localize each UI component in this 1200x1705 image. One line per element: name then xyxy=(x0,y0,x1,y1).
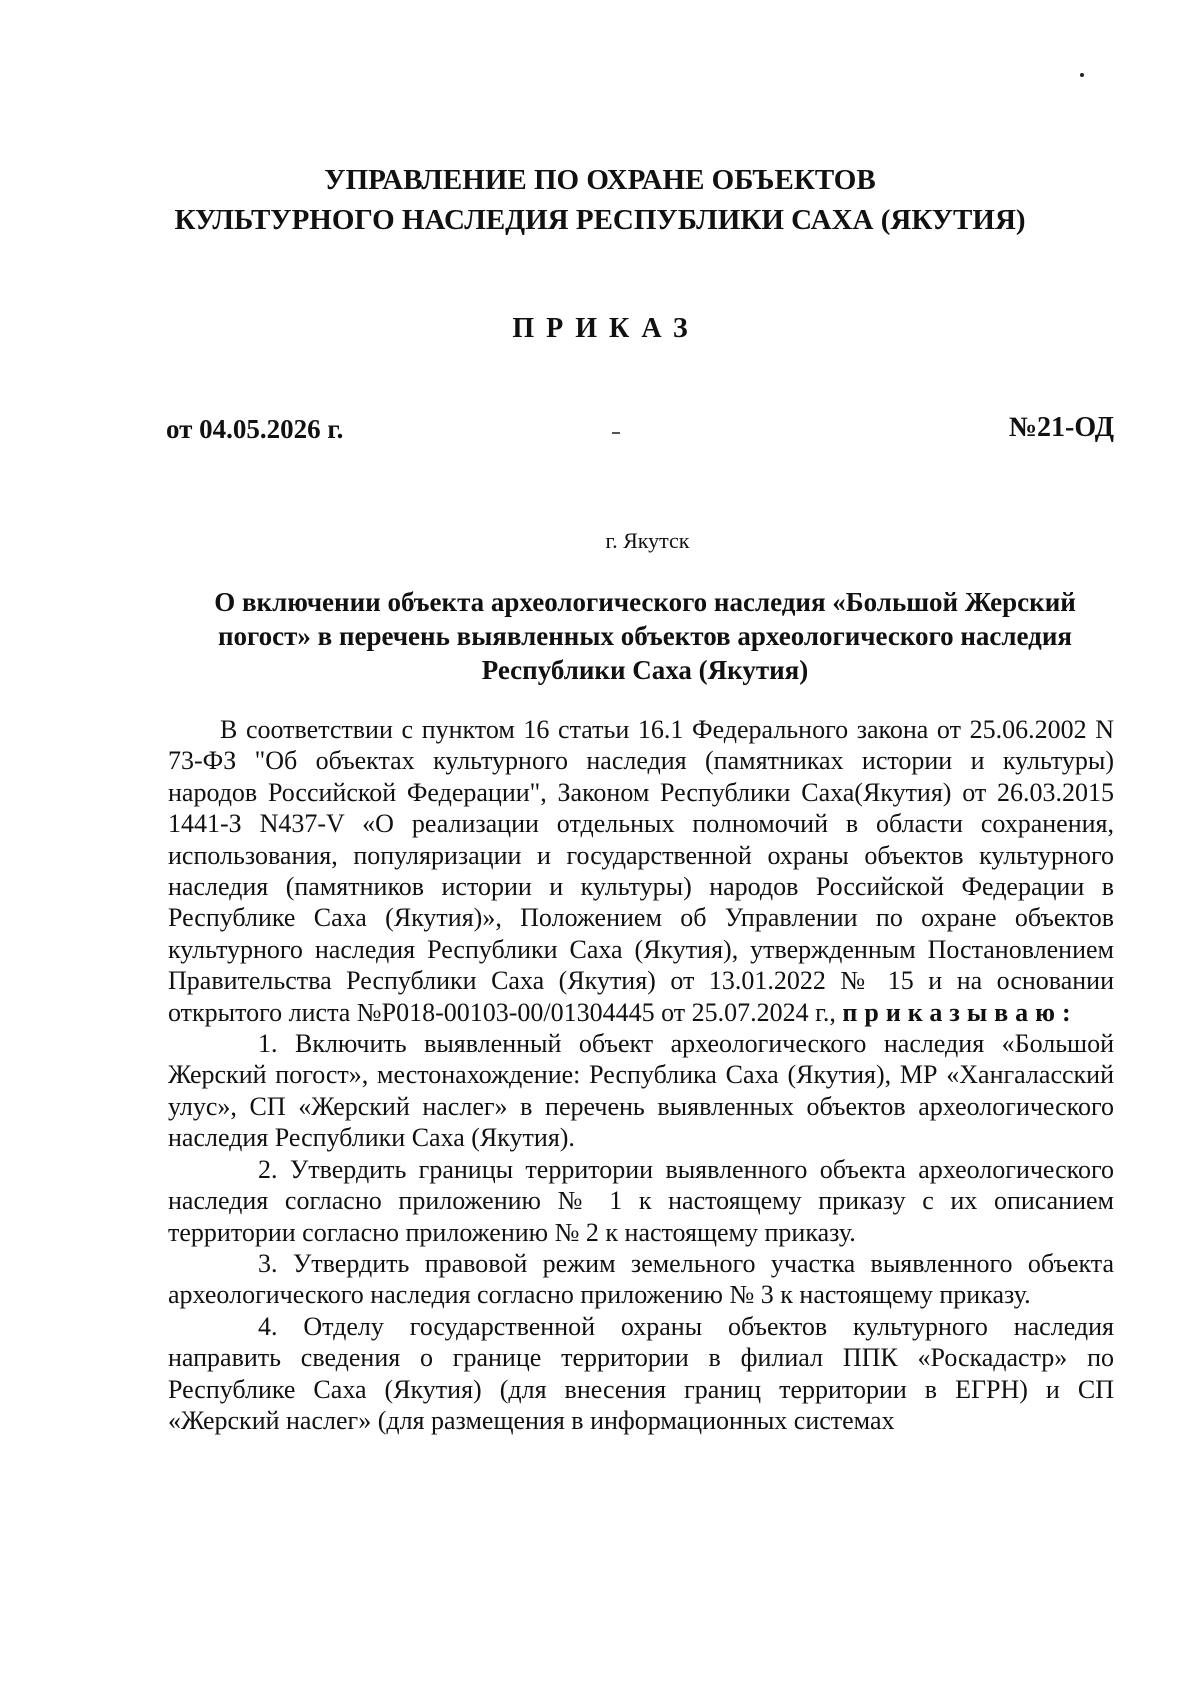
document-title: ПРИКАЗ xyxy=(512,313,700,344)
order-item-2: 2. Утвердить границы территории выявленного объекта археологического наследия согласно приложению № 1 к настоящему приказу с их описанием территории согласно приложению № 2 к настоящему приказу. xyxy=(168,1154,1114,1247)
header-line-1: УПРАВЛЕНИЕ ПО ОХРАНЕ ОБЪЕКТОВ xyxy=(324,164,876,196)
order-date: от 04.05.2026 г. xyxy=(166,414,344,444)
order-subject xyxy=(170,585,1120,687)
preamble-text: В соответствии с пунктом 16 статьи 16.1 Федерального закона от 25.06.2002 N 73-ФЗ "Об объектах культурного наследия (памятниках истории и культуры) народов Российской Федерации", Законом Республики Саха(Якутия) от 26.03.2015 1441-З N437-V «О реализации отдельных полномочий в области сохранения, использования, популяризации и государственной охраны объектов культурного наследия (памятников истории и культуры) народов Российской Федерации в Республике Саха (Якутия)», Положением об Управлении по охране объектов культурного наследия Республики Саха (Якутия), утвержденным Постановлением Правительства Республики Саха (Якутия) от 13.01.2022 № 15 и на основании открытого листа №Р018-00103-00/01304445 от 25.07.2024 г., xyxy=(168,715,1114,1027)
order-item-4: 4. Отделу государственной охраны объектов культурного наследия направить сведения о границе территории в филиал ППК «Роскадастр» по Республике Саха (Якутия) (для внесения границ территории в ЕГРН) и СП «Жерский наслег» (для размещения в информационных системах xyxy=(168,1311,1114,1435)
scan-speck xyxy=(1080,73,1084,77)
scan-mark xyxy=(612,432,620,434)
order-item-1: 1. Включить выявленный объект археологического наследия «Большой Жерский погост», местонахождение: Республика Саха (Якутия), МР «Хангаласский улус», СП «Жерский наслег» в перечень выявленных объектов археологического наследия Республики Саха (Якутия). xyxy=(168,1029,1114,1153)
order-word-colon: : xyxy=(1062,997,1071,1027)
subject-line-3: Республики Саха (Якутия) xyxy=(481,655,809,685)
order-body xyxy=(168,714,1114,1436)
subject-line-2: погост» в перечень выявленных объектов археологического наследия xyxy=(217,621,1073,651)
order-number: №21-ОД xyxy=(1008,412,1114,443)
order-item-3: 3. Утвердить правовой режим земельного участка выявленного объекта археологического наследия согласно приложению № 3 к настоящему приказу. xyxy=(168,1248,1114,1310)
organization-header xyxy=(0,160,1200,240)
subject-line-1: О включении объекта археологического наследия «Большой Жерский xyxy=(214,587,1076,617)
order-word: приказываю xyxy=(842,997,1063,1027)
header-line-2: КУЛЬТУРНОГО НАСЛЕДИЯ РЕСПУБЛИКИ САХА (ЯКУТИЯ) xyxy=(174,204,1026,236)
preamble-paragraph xyxy=(168,714,1114,1028)
order-city: г. Якутск xyxy=(605,528,690,553)
